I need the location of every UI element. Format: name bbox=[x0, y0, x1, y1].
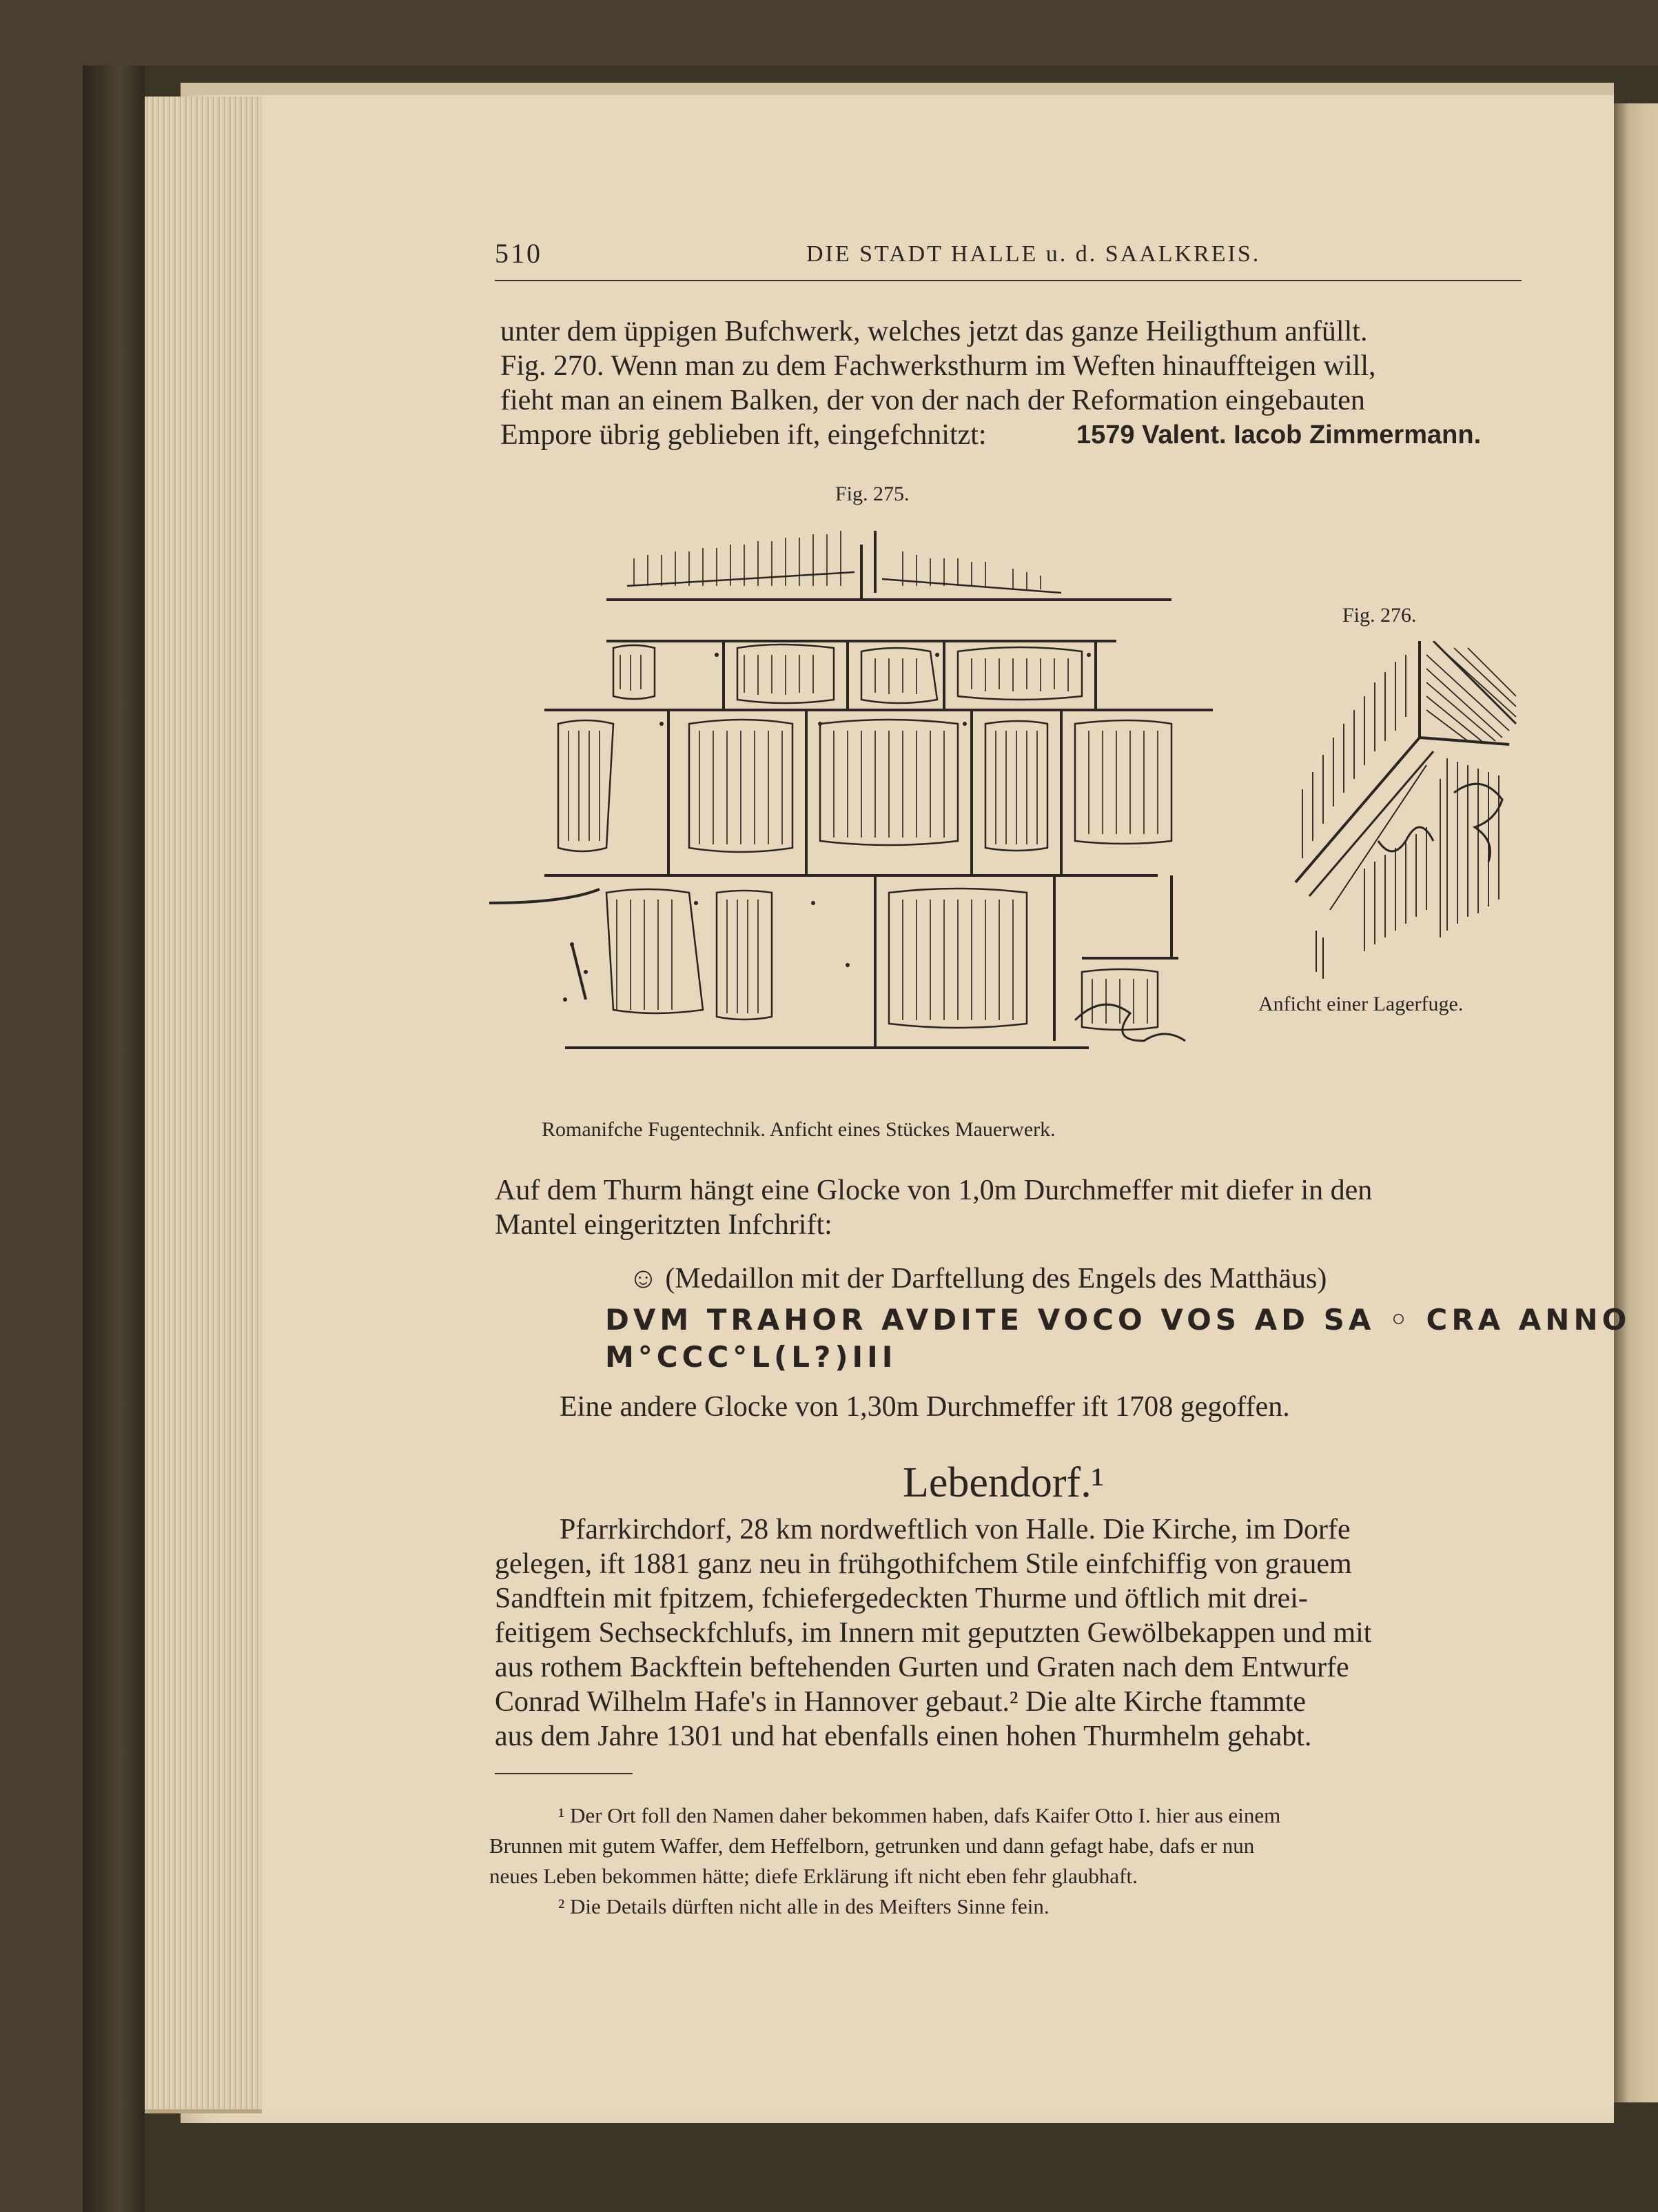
page-top-edge bbox=[181, 83, 1614, 95]
bell-inscription-line-2: M°CCC°L(L?)III bbox=[605, 1340, 897, 1374]
fig276-caption: Anficht einer Lagerfuge. bbox=[1258, 993, 1464, 1015]
cover-spine-edge bbox=[83, 65, 145, 2212]
running-title: DIE STADT HALLE u. d. SAALKREIS. bbox=[806, 241, 1261, 267]
intro-line-3: fieht man an einem Balken, der von der nach der Reformation eingebauten bbox=[500, 385, 1365, 416]
header-rule bbox=[495, 280, 1522, 281]
fig275-caption: Romanifche Fugentechnik. Anficht eines Stückes Mauerwerk. bbox=[542, 1118, 1056, 1141]
section-line-5: aus rothem Backftein beftehenden Gurten und Graten nach dem Entwurfe bbox=[495, 1652, 1349, 1683]
facing-page-edge bbox=[1610, 103, 1658, 2102]
footnote-1-line-1: ¹ Der Ort foll den Namen daher bekommen haben, dafs Kaifer Otto I. hier aus einem bbox=[558, 1803, 1281, 1827]
intro-line-4: Empore übrig geblieben ift, eingefchnitzt: bbox=[500, 419, 987, 451]
footnote-rule bbox=[495, 1773, 633, 1774]
section-line-4: feitigem Sechseckfchlufs, im Innern mit geputzten Gewölbekappen und mit bbox=[495, 1617, 1372, 1649]
page-number: 510 bbox=[495, 238, 542, 269]
bell-line-1: Auf dem Thurm hängt eine Glocke von 1,0m Durchmeffer mit diefer in den bbox=[495, 1175, 1373, 1206]
section-line-2: gelegen, ift 1881 ganz neu in frühgothifchem Stile einfchiffig von grauem bbox=[495, 1548, 1352, 1580]
fig276-bed-joint-drawing bbox=[1268, 641, 1530, 986]
fig275-label: Fig. 275. bbox=[835, 483, 910, 505]
intro-line-2: Fig. 270. Wenn man zu dem Fachwerksthurm im Weften hinauffteigen will, bbox=[500, 350, 1376, 382]
footnote-2: ² Die Details dürften nicht alle in des Meifters Sinne fein. bbox=[558, 1894, 1050, 1918]
footnote-1-line-3: neues Leben bekommen hätte; diefe Erklärung ift nicht eben fehr glaubhaft. bbox=[489, 1864, 1138, 1888]
section-heading: Lebendorf.¹ bbox=[903, 1459, 1105, 1506]
section-line-3: Sandftein mit fpitzem, fchiefergedeckten Thurme und öftlich mit drei- bbox=[495, 1583, 1308, 1614]
section-line-7: aus dem Jahre 1301 und hat ebenfalls einen hohen Thurmhelm gehabt. bbox=[495, 1721, 1312, 1752]
second-bell-line: Eine andere Glocke von 1,30m Durchmeffer ift 1708 gegoffen. bbox=[560, 1391, 1290, 1423]
bell-line-2: Mantel eingeritzten Infchrift: bbox=[495, 1209, 832, 1241]
intro-line-1: unter dem üppigen Bufchwerk, welches jetzt das ganze Heiligthum anfüllt. bbox=[500, 316, 1368, 347]
section-line-6: Conrad Wilhelm Hafe's in Hannover gebaut.² Die alte Kirche ftammte bbox=[495, 1686, 1306, 1718]
footnote-1-line-2: Brunnen mit gutem Waffer, dem Heffelborn, getrunken und dann gefagt habe, dafs er nun bbox=[489, 1834, 1255, 1858]
section-line-1: Pfarrkirchdorf, 28 km nordweftlich von Halle. Die Kirche, im Dorfe bbox=[560, 1514, 1351, 1545]
bell-inscription-line-1: DVM TRAHOR AVDITE VOCO VOS AD SA ◦ CRA ANNO bbox=[605, 1303, 1631, 1337]
carved-inscription: 1579 Valent. Iacob Zimmermann. bbox=[1076, 420, 1482, 449]
page-stack-edges bbox=[145, 97, 262, 2113]
fig275-masonry-drawing bbox=[489, 517, 1261, 1110]
fig276-label: Fig. 276. bbox=[1342, 604, 1417, 627]
medallion-line: ☺ (Medaillon mit der Darftellung des Engels des Matthäus) bbox=[628, 1263, 1327, 1295]
